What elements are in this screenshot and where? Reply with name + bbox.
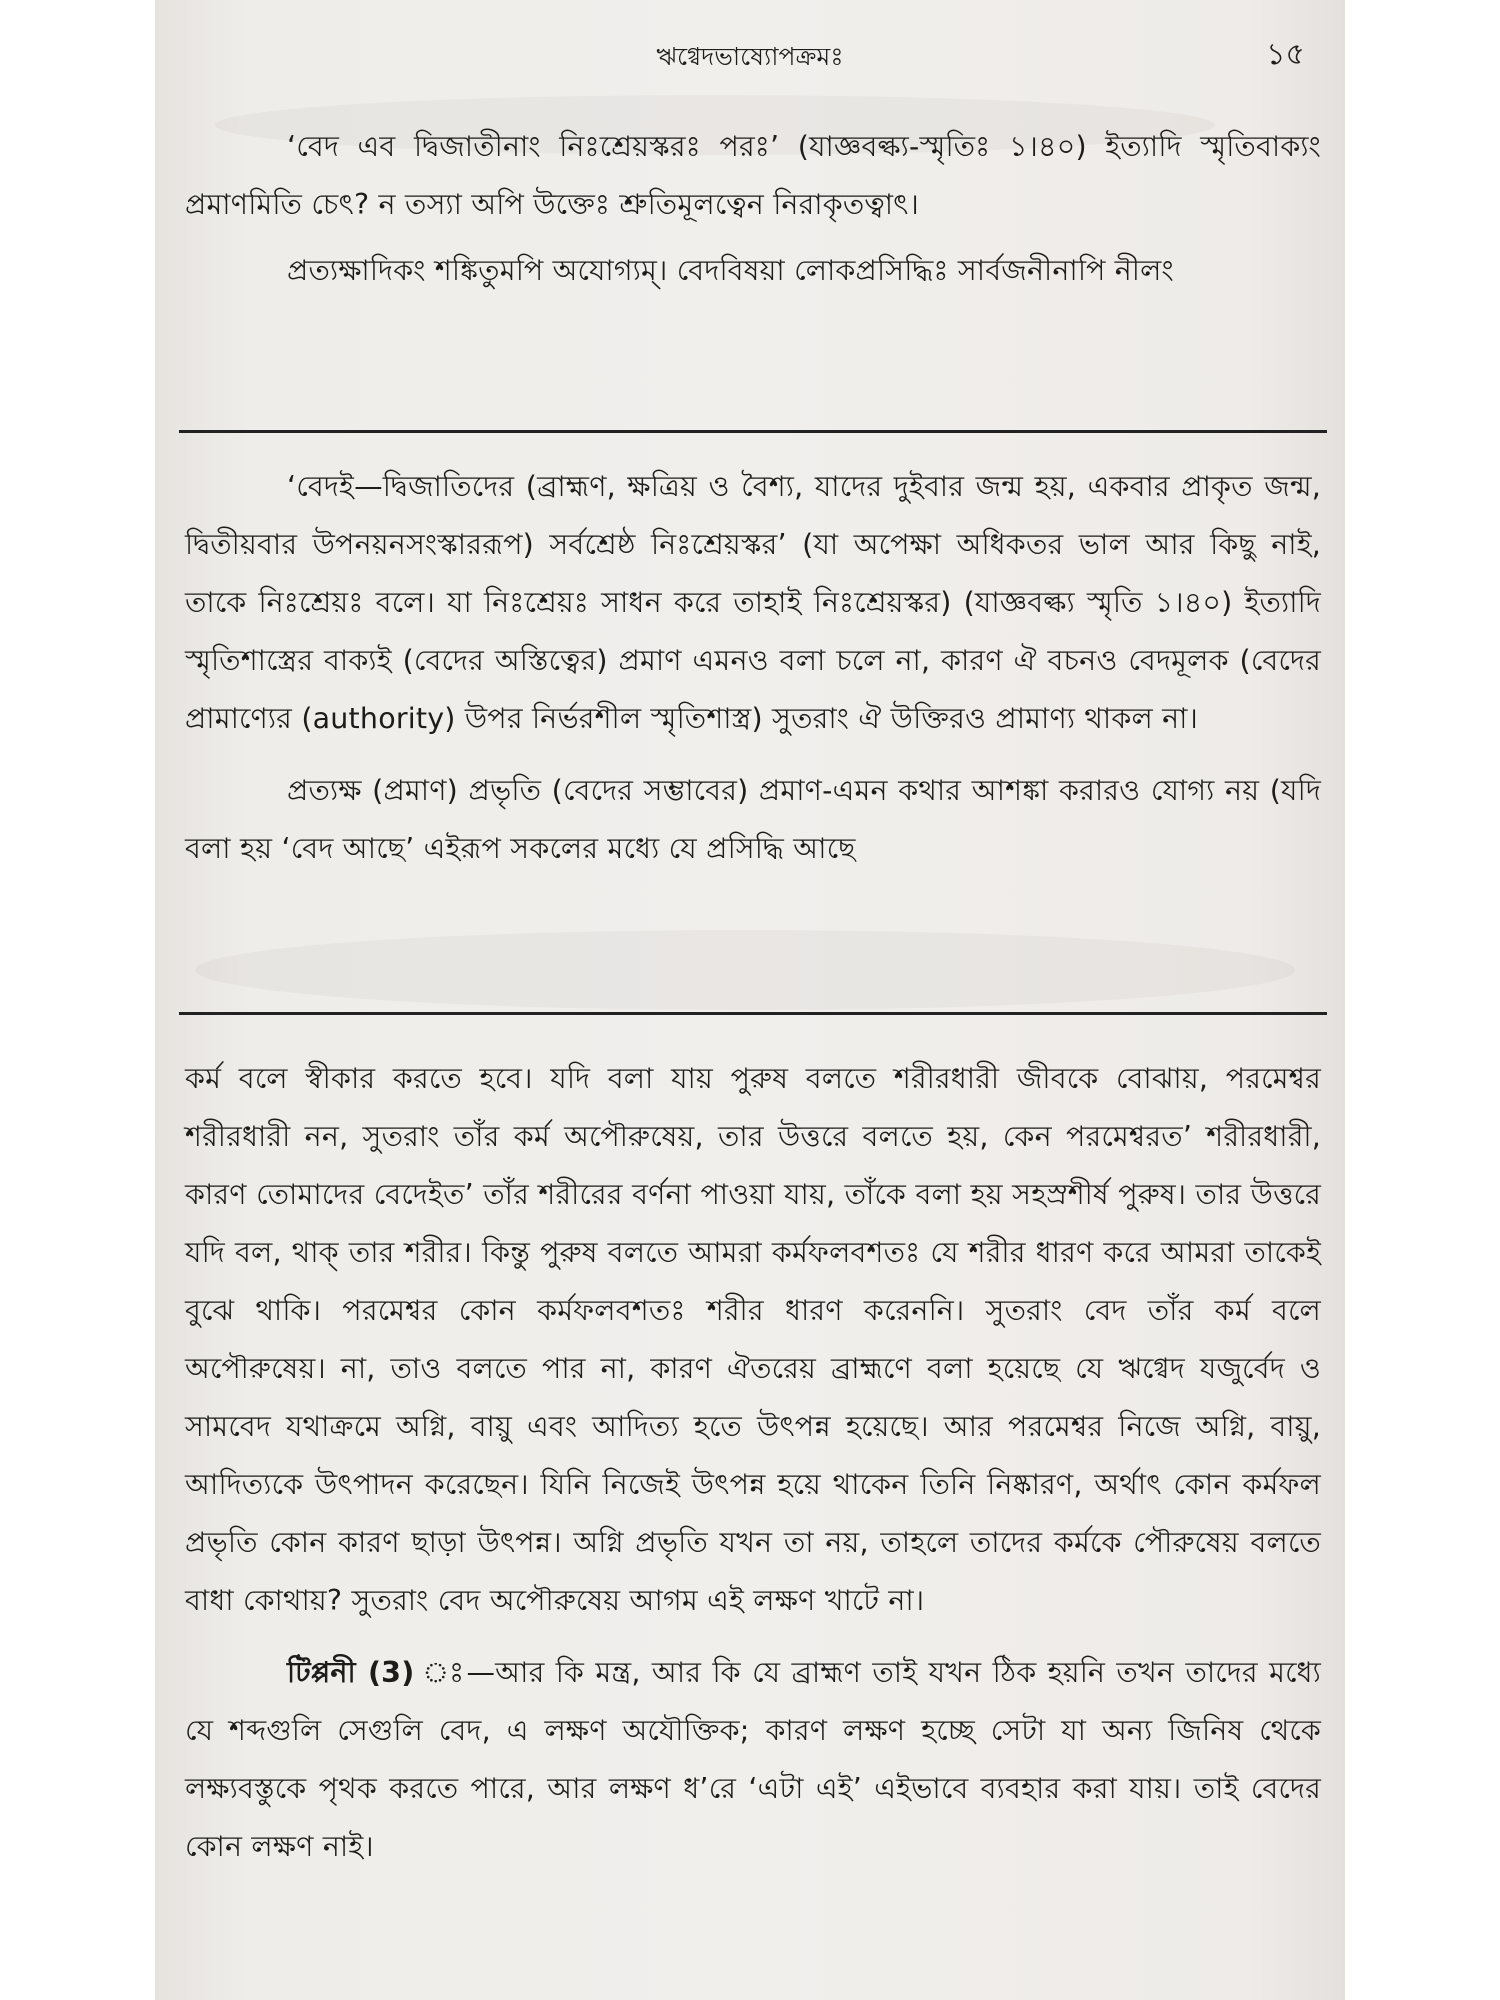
sanskrit-paragraph: ‘বেদ এব দ্বিজাতীনাং নিঃশ্রেয়স্করঃ পরঃ’ (যাজ্ঞবল্ক্য-স্মৃতিঃ ১।৪০) ইত্যাদি স্মৃতিবাক্যং প্রমাণমিতি চেৎ? ন তস্যা অপি উক্তেঃ শ্রুতিমূলত্বেন নিরাকৃতত্বাৎ। [185, 130, 1321, 221]
translation-paragraph: প্রত্যক্ষ (প্রমাণ) প্রভৃতি (বেদের সম্ভাবের) প্রমাণ-এমন কথার আশঙ্কা করারও যোগ্য নয় (যদি বলা হয় ‘বেদ আছে’ এইরূপ সকলের মধ্যে যে প্রসিদ্ধি আছে [185, 774, 1321, 865]
running-header: ঋগ্বেদভাষ্যোপক্রমঃ [656, 42, 844, 71]
footnote-text: ঃ—আর কি মন্ত্র, আর কি যে ব্রাহ্মণ তাই যখন ঠিক হয়নি তখন তাদের মধ্যে যে শব্দগুলি সেগুলি বেদ, এ লক্ষণ অযৌক্তিক; কারণ লক্ষণ হচ্ছে সেটা যা অন্য জিনিষ থেকে লক্ষ্যবস্তুকে পৃথক করতে পারে, আর লক্ষণ ধ’রে ‘এটা এই’ এইভাবে ব্যবহার করা যায়। তাই বেদের কোন লক্ষণ নাই। [185, 1656, 1321, 1863]
footnote-paragraph [185, 1644, 1321, 1876]
sanskrit-section [185, 118, 1321, 300]
commentary-section [185, 1050, 1321, 1876]
footnote-label: টিপ্পনী (3) [287, 1656, 415, 1689]
translation-section [185, 458, 1321, 878]
page-number: ১৫ [1266, 37, 1305, 72]
commentary-paragraph: কর্ম বলে স্বীকার করতে হবে। যদি বলা যায় পুরুষ বলতে শরীরধারী জীবকে বোঝায়, পরমেশ্বর শরীরধারী নন, সুতরাং তাঁর কর্ম অপৌরুষেয়, তার উত্তরে বলতে হয়, কেন পরমেশ্বরত’ শরীরধারী, কারণ তোমাদের বেদেইত’ তাঁর শরীরের বর্ণনা পাওয়া যায়, তাঁকে বলা হয় সহস্রশীর্ষ পুরুষ। তার উত্তরে যদি বল, থাক্ তার শরীর। কিন্তু পুরুষ বলতে আমরা কর্মফলবশতঃ যে শরীর ধারণ করে আমরা তাকেই বুঝে থাকি। পরমেশ্বর কোন কর্মফলবশতঃ শরীর ধারণ করেননি। সুতরাং বেদ তাঁর কর্ম বলে অপৌরুষেয়। না, তাও বলতে পার না, কারণ ঐতরেয় ব্রাহ্মণে বলা হয়েছে যে ঋগ্বেদ যজুর্বেদ ও সামবেদ যথাক্রমে অগ্নি, বায়ু এবং আদিত্য হতে উৎপন্ন হয়েছে। আর পরমেশ্বর নিজে অগ্নি, বায়ু, আদিত্যকে উৎপাদন করেছেন। যিনি নিজেই উৎপন্ন হয়ে থাকেন তিনি নিষ্কারণ, অর্থাৎ কোন কর্মফল প্রভৃতি কোন কারণ ছাড়া উৎপন্ন। অগ্নি প্রভৃতি যখন তা নয়, তাহলে তাদের কর্মকে পৌরুষেয় বলতে বাধা কোথায়? সুতরাং বেদ অপৌরুষেয় আগম এই লক্ষণ খাটে না। [185, 1062, 1321, 1617]
book-page [155, 0, 1345, 2000]
bleed-through-smudge [195, 930, 1295, 1010]
section-divider [179, 430, 1327, 433]
translation-paragraph: ‘বেদই—দ্বিজাতিদের (ব্রাহ্মণ, ক্ষত্রিয় ও বৈশ্য, যাদের দুইবার জন্ম হয়, একবার প্রাকৃত জন্ম, দ্বিতীয়বার উপনয়নসংস্কাররূপ) সর্বশ্রেষ্ঠ নিঃশ্রেয়স্কর’ (যা অপেক্ষা অধিকতর ভাল আর কিছু নাই, তাকে নিঃশ্রেয়ঃ বলে। যা নিঃশ্রেয়ঃ সাধন করে তাহাই নিঃশ্রেয়স্কর) (যাজ্ঞবল্ক্য স্মৃতি ১।৪০) ইত্যাদি স্মৃতিশাস্ত্রের বাক্যই (বেদের অস্তিত্বের) প্রমাণ এমনও বলা চলে না, কারণ ঐ বচনও বেদমূলক (বেদের প্রামাণ্যের (authority) উপর নির্ভরশীল স্মৃতিশাস্ত্র) সুতরাং ঐ উক্তিরও প্রামাণ্য থাকল না। [185, 470, 1321, 735]
sanskrit-paragraph: প্রত্যক্ষাদিকং শঙ্কিতুমপি অযোগ্যম্। বেদবিষয়া লোকপ্রসিদ্ধিঃ সার্বজনীনাপি নীলং [287, 254, 1174, 287]
section-divider [179, 1012, 1327, 1015]
